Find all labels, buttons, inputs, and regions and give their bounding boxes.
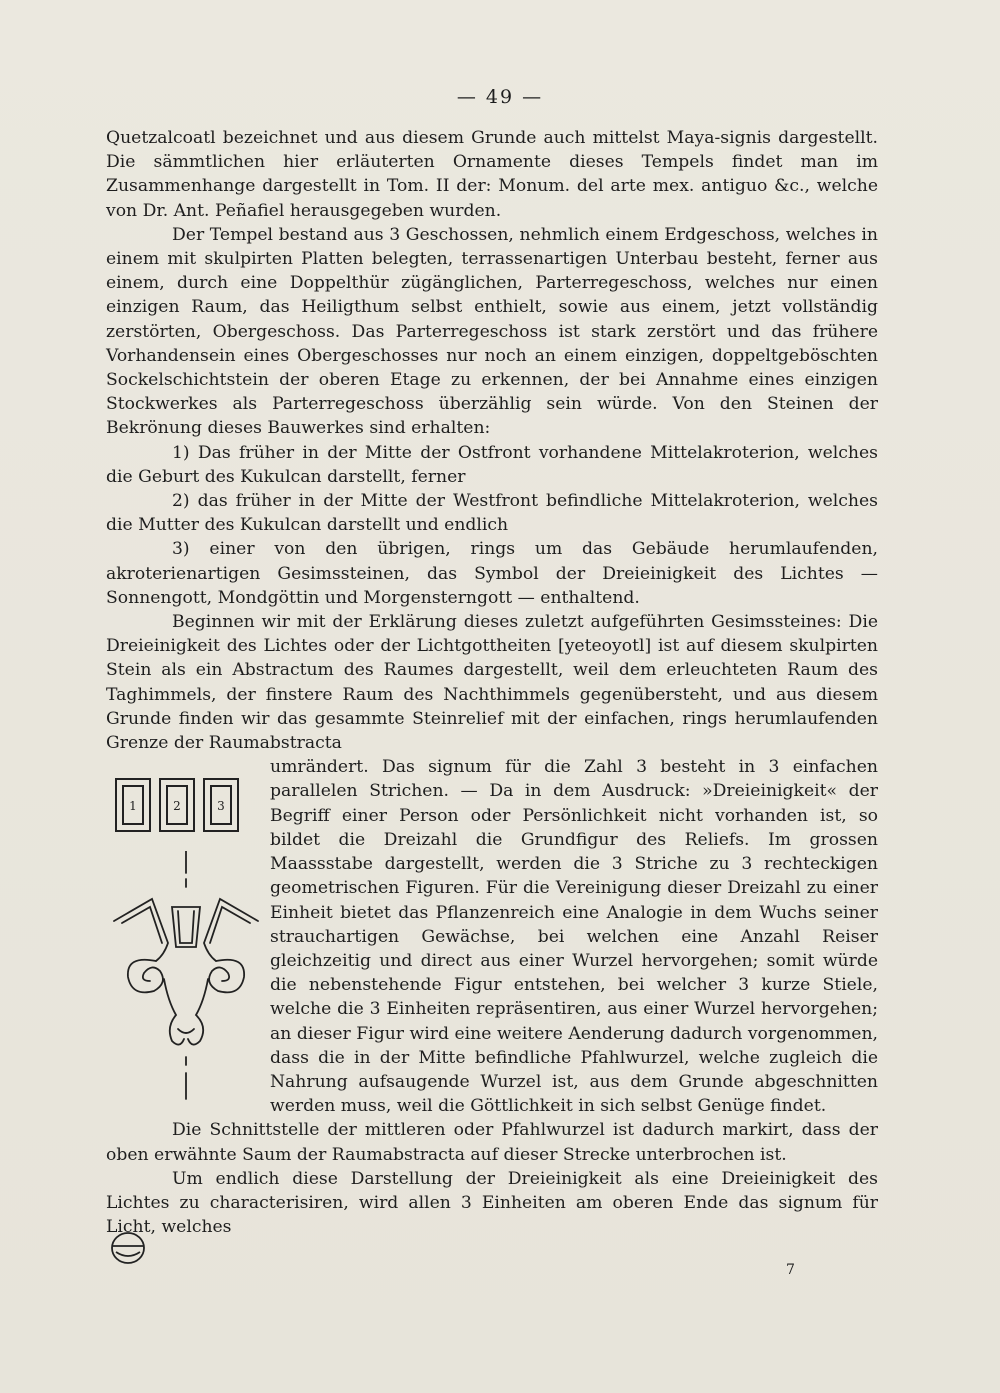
body-text [106,126,878,1239]
paragraph-4: Die Schnittstelle der mittleren oder Pfahlwurzel ist dadurch markirt, dass der oben erwähnte Saum der Raumabstracta auf dieser Strecke unterbrochen ist. [106,1120,878,1165]
figure-column [106,755,270,1118]
page-number: — 49 — [456,86,544,108]
light-signum-icon [108,1230,148,1266]
paragraph-1: Quetzalcoatl bezeichnet und aus diesem Grunde auch mittelst Maya-signis dargestellt. Die sämmtlichen hier erläuterten Ornamente dieses Tempels findet man im Zusammenhange dargestellt in Tom. II der: Monum. del arte mex. antiguo &c., welche von Dr. Ant. Peñafiel herausgegeben wurden. [106,128,878,221]
figure-wrap-block [106,755,878,1118]
list-item-3: 3) einer von den übrigen, rings um das Gebäude herumlaufenden, akroterienartigen Gesimssteinen, das Symbol der Dreieinigkeit des Lichtes — Sonnengott, Mondgöttin und Morgensterngott — enthaltend. [106,539,878,608]
box-label-3: 3 [217,799,225,814]
paragraph-3-continued: umrändert. Das signum für die Zahl 3 besteht in 3 einfachen parallelen Strichen. — Da in dem Ausdruck: »Dreieinigkeit« der Begriff einer Person oder Persönlichkeit nicht vorhanden ist, so bildet die Dreizahl die Grundfigur des Reliefs. Im grossen Maassstabe dargestellt, werden die 3 Striche zu 3 rechteckigen geometrischen Figuren. Für die Vereinigung dieser Dreizahl zu einer Einheit bietet das Pflanzenreich eine Analogie in dem Wuchs seiner strauchartigen Gewächse, bei welchen eine Anzahl Reiser gleichzeitig und direct aus einer Wurzel hervorgehen; somit würde die nebenstehende Figur entstehen, bei welcher 3 kurze Stiele, welche die 3 Einheiten repräsentiren, aus einer Wurzel hervorgehen; an dieser Figur wird eine weitere Aenderung dadurch vorgenommen, dass die in der Mitte befindliche Pfahlwurzel, welche zugleich die Nahrung aufsaugende Wurzel ist, aus dem Grunde abgeschnitten werden muss, weil die Göttlichkeit in sich selbst Genüge findet. [270,757,878,1117]
plant-root-figure [106,851,266,1111]
sheet-signature: 7 [786,1262,795,1278]
box-label-2: 2 [173,799,181,814]
paragraph-2: Der Tempel bestand aus 3 Geschossen, nehmlich einem Erdgeschoss, welches in einem mit skulpirten Platten belegten, terrassenartigen Unterbau besteht, ferner aus einem, durch eine Doppelthür zügänglichen, Parterregeschoss, welches nur einen einzigen Raum, das Heiligthum selbst enthielt, sowie aus einem, jetzt vollständig zerstörten, Obergeschoss. Das Parterregeschoss ist stark zerstört und das frühere Vorhandensein eines Obergeschosses nur noch an einem einzigen, doppeltgeböschten Sockelschichtstein der oberen Etage zu erkennen, der bei Annahme eines einzigen Stockwerkes als Parterregeschoss überzählig sein würde. Von den Steinen der Bekrönung dieses Bauwerkes sind erhalten: [106,224,878,439]
three-rectangles-figure [114,777,244,835]
list-item-2: 2) das früher in der Mitte der Westfront befindliche Mittelakroterion, welches die Mutter des Kukulcan darstellt und endlich [106,491,878,536]
paragraph-3: Beginnen wir mit der Erklärung dieses zuletzt aufgeführten Gesimssteines: Die Dreieinigkeit des Lichtes oder der Lichtgottheiten [yeteoyotl] ist auf diesem skulpirten Stein als ein Abstractum des Raumes dargestellt, weil dem erleuchteten Raum des Taghimmels, der finstere Raum des Nachthimmels gegenübersteht, und aus diesem Grunde finden wir das gesammte Steinrelief mit der einfachen, rings herumlaufenden Grenze der Raumabstracta [106,612,878,754]
paragraph-5: Um endlich diese Darstellung der Dreieinigkeit als eine Dreieinigkeit des Lichtes zu characterisiren, wird allen 3 Einheiten am oberen Ende das signum für Licht, welches [106,1168,878,1238]
list-item-1: 1) Das früher in der Mitte der Ostfront vorhandene Mittelakroterion, welches die Geburt des Kukulcan darstellt, ferner [106,442,878,487]
box-label-1: 1 [129,799,137,814]
wrapped-text-column [270,755,878,1118]
